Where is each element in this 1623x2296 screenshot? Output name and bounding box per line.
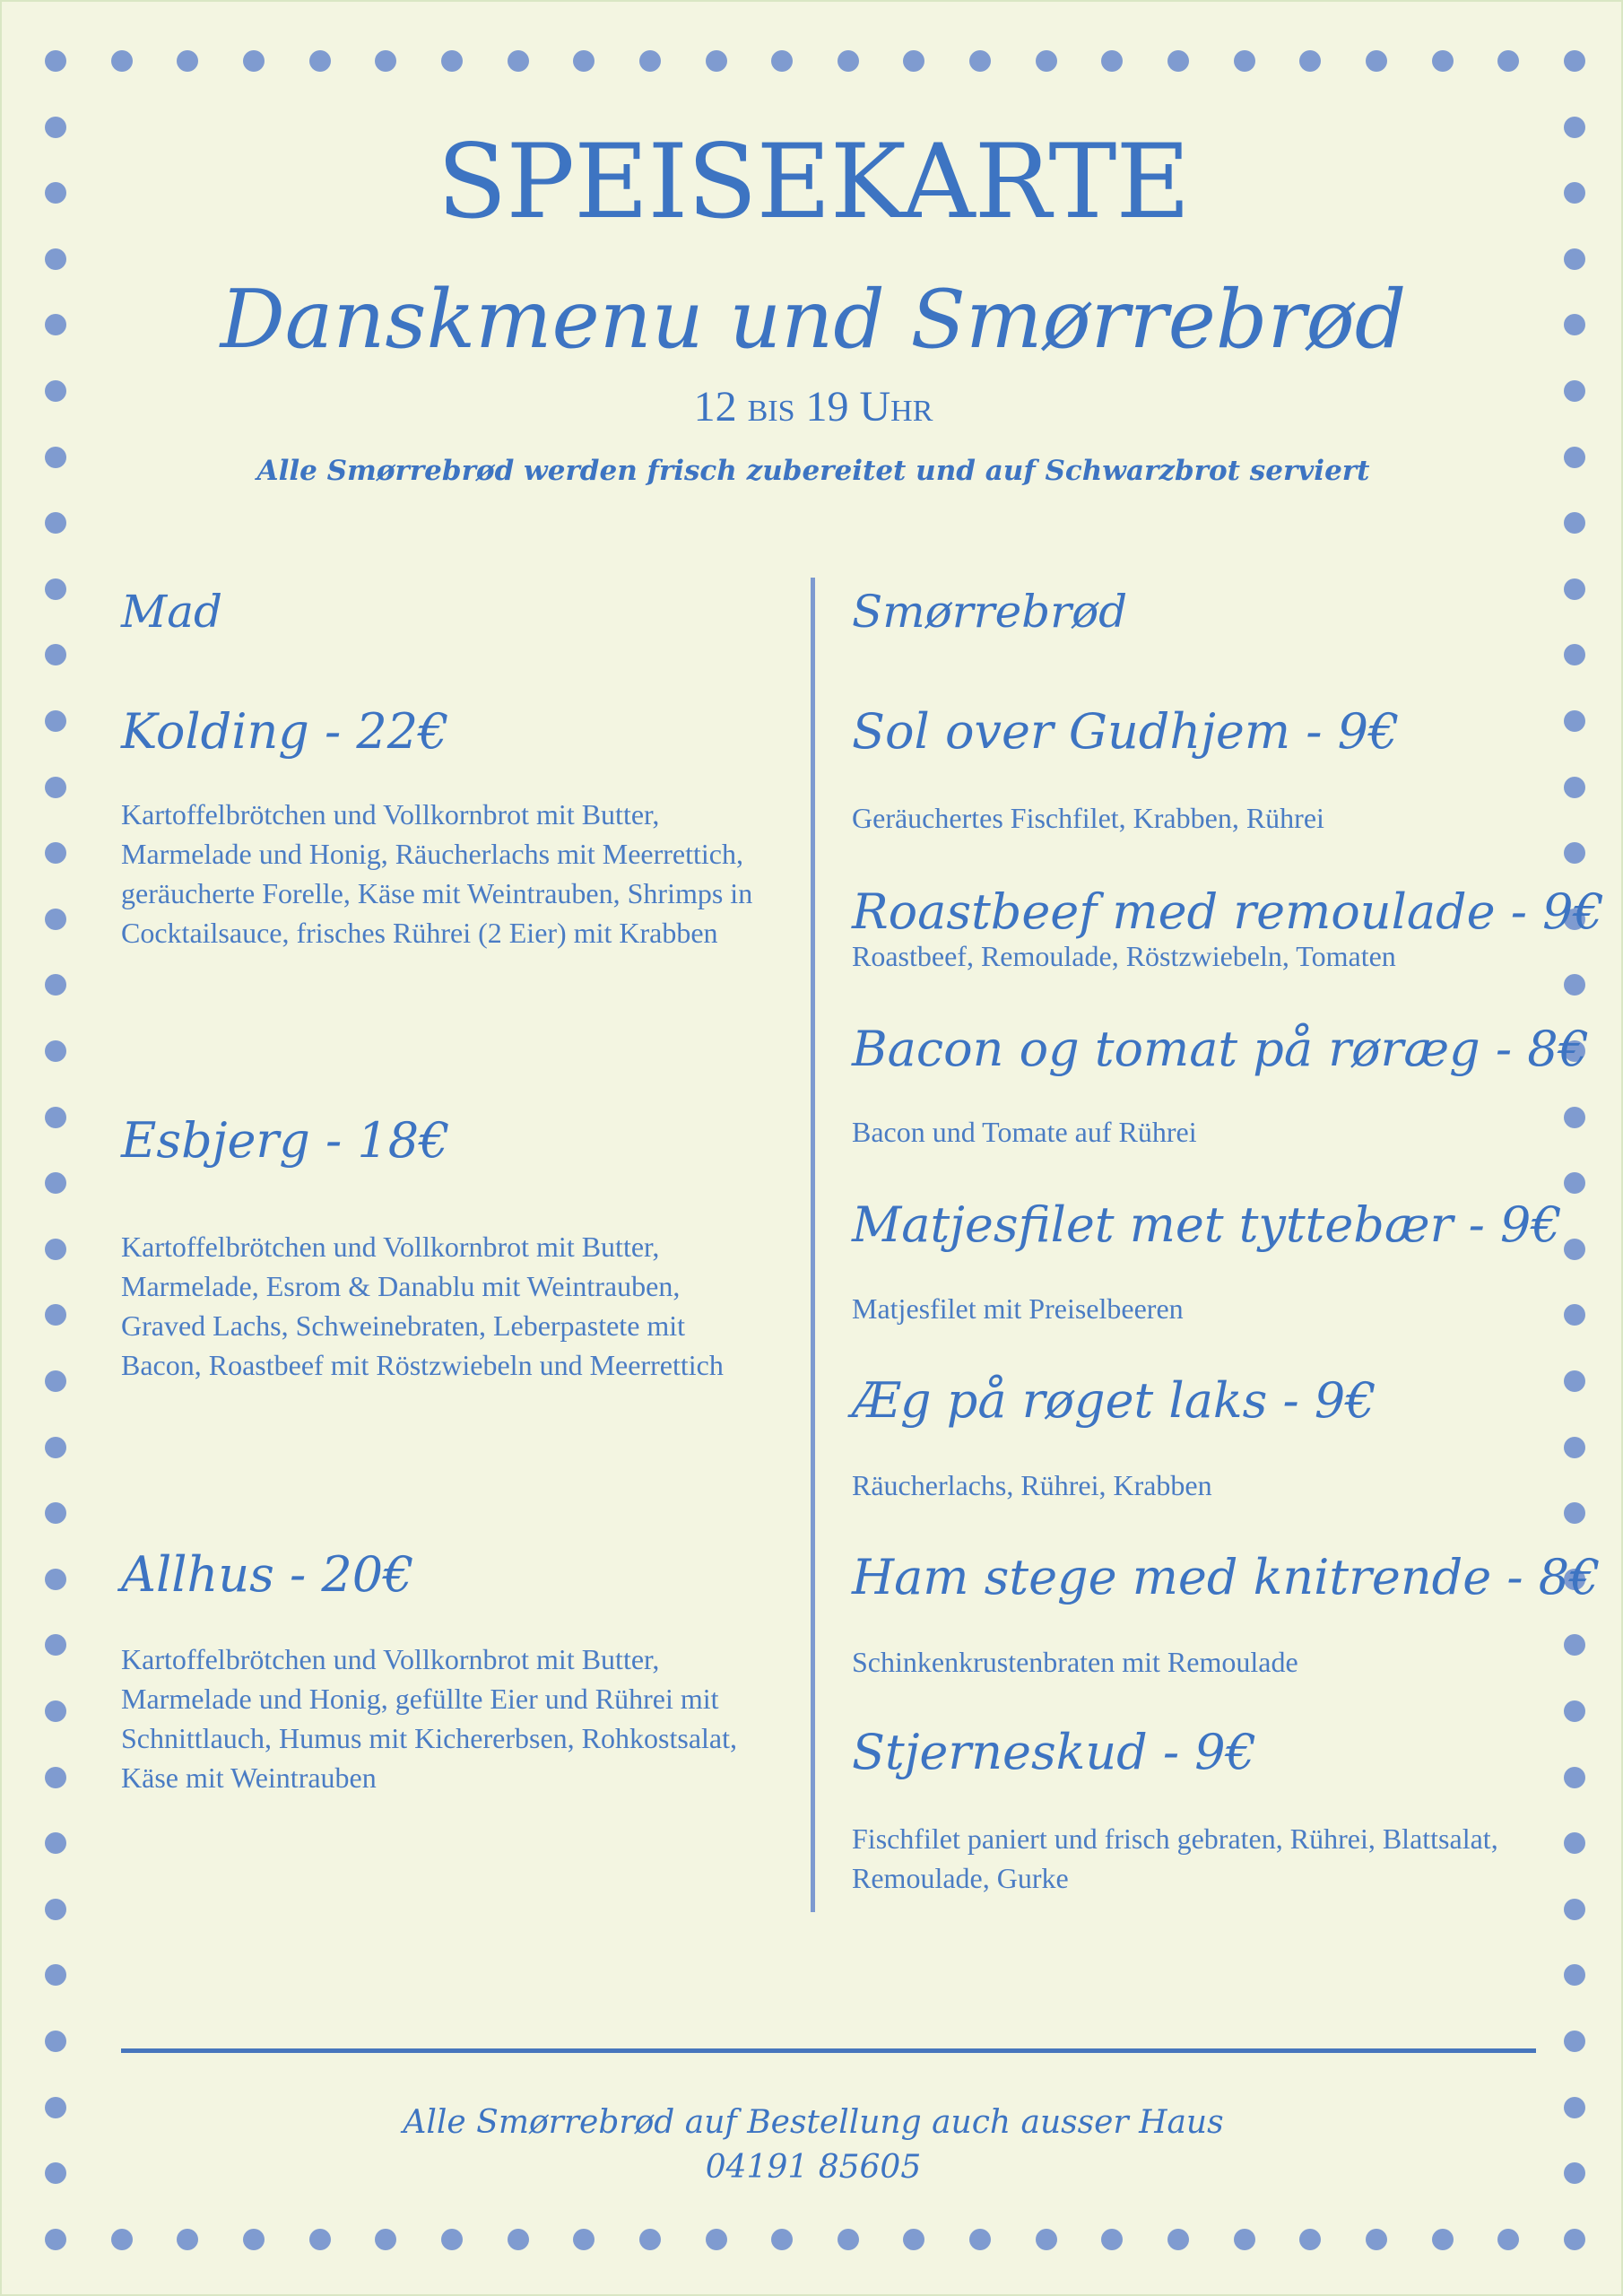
border-dot — [1564, 2031, 1585, 2052]
border-dot — [45, 909, 66, 930]
menu-item-name: Allhus - 20€ — [121, 1546, 414, 1603]
border-dot — [45, 1700, 66, 1722]
menu-item-name: Bacon og tomat på røræg - 8€ — [852, 1021, 1589, 1077]
border-dot — [1564, 974, 1585, 996]
border-dot — [1564, 1700, 1585, 1722]
menu-item-name: Matjesfilet met tyttebær - 9€ — [852, 1196, 1562, 1253]
border-dot — [375, 2229, 396, 2250]
border-dot — [838, 50, 859, 72]
border-dot — [45, 1107, 66, 1128]
border-dot — [45, 1569, 66, 1590]
menu-item-description: Kartoffelbrötchen und Vollkornbrot mit Butter, Marmelade, Esrom & Danablu mit Weintrauben, Graved Lachs, Schweinebraten, Leberpastete mit Bacon, Roastbeef mit Röstzwiebeln und Meerrettich — [121, 1231, 724, 1381]
border-dot — [1564, 644, 1585, 665]
section-title-smorrebrod: Smørrebrød — [852, 586, 1128, 638]
border-dot — [1564, 1832, 1585, 1854]
border-dot — [1497, 50, 1519, 72]
menu-item-name: Kolding - 22€ — [121, 703, 449, 760]
border-dot — [639, 2229, 661, 2250]
border-dot — [45, 2229, 66, 2250]
border-dot — [45, 1832, 66, 1854]
border-dot — [45, 2031, 66, 2052]
menu-note: Alle Smørrebrød werden frisch zubereitet und auf Schwarzbrot serviert — [256, 455, 1370, 487]
border-dot — [45, 1040, 66, 1062]
border-dot — [573, 50, 595, 72]
menu-item-description: Kartoffelbrötchen und Vollkornbrot mit Butter, Marmelade und Honig, Räucherlachs mit Meerrettich, geräucherte Forelle, Käse mit Weintrauben, Shrimps in Cocktailsauce, frisches Rührei (2 Eier) mit Krabben — [121, 798, 753, 949]
border-dot — [243, 2229, 265, 2250]
border-dot — [45, 1304, 66, 1326]
border-dot — [1432, 2229, 1454, 2250]
border-dot — [1564, 248, 1585, 270]
footer-phone: 04191 85605 — [705, 2149, 922, 2186]
menu-item-name: Esbjerg - 18€ — [121, 1112, 450, 1169]
border-dot — [45, 1502, 66, 1524]
border-dot — [1564, 777, 1585, 798]
border-dot — [45, 1899, 66, 1920]
border-dot — [309, 2229, 331, 2250]
border-dot — [45, 1634, 66, 1656]
border-dot — [45, 512, 66, 534]
border-dot — [1234, 50, 1255, 72]
border-dot — [111, 50, 133, 72]
border-dot — [45, 248, 66, 270]
border-dot — [1299, 50, 1321, 72]
border-dot — [639, 50, 661, 72]
border-dot — [177, 50, 198, 72]
border-dot — [1432, 50, 1454, 72]
border-dot — [1564, 1964, 1585, 1986]
section-title-mad: Mad — [121, 586, 223, 638]
border-dot — [45, 777, 66, 798]
menu-item-name: Roastbeef med remoulade - 9€ — [852, 883, 1604, 940]
border-dot — [573, 2229, 595, 2250]
page-title: SPEISEKARTE — [437, 122, 1190, 241]
border-dot — [1234, 2229, 1255, 2250]
border-dot — [1564, 512, 1585, 534]
border-dot — [1564, 1172, 1585, 1194]
border-dot — [1299, 2229, 1321, 2250]
border-dot — [838, 2229, 859, 2250]
border-dot — [1497, 2229, 1519, 2250]
border-dot — [375, 50, 396, 72]
menu-item-description: Matjesfilet mit Preiselbeeren — [852, 1292, 1184, 1325]
border-dot — [969, 50, 991, 72]
column-divider — [811, 578, 815, 1912]
menu-item-description: Bacon und Tomate auf Rührei — [852, 1116, 1197, 1148]
border-dot — [111, 2229, 133, 2250]
border-dot — [1366, 50, 1387, 72]
border-dot — [508, 50, 529, 72]
border-dot — [177, 2229, 198, 2250]
border-dot — [1366, 2229, 1387, 2250]
border-dot — [1036, 50, 1057, 72]
border-dot — [903, 2229, 924, 2250]
menu-item-name: Æg på røget laks - 9€ — [852, 1372, 1376, 1429]
border-dot — [1036, 2229, 1057, 2250]
menu-item-description: Schinkenkrustenbraten mit Remoulade — [852, 1646, 1298, 1678]
border-dot — [1101, 2229, 1123, 2250]
border-dot — [1564, 1899, 1585, 1920]
footer-note: Alle Smørrebrød auf Bestellung auch ausser Haus — [403, 2104, 1224, 2141]
border-dot — [1564, 710, 1585, 732]
border-dot — [45, 1964, 66, 1986]
border-dot — [309, 50, 331, 72]
border-dot — [1101, 50, 1123, 72]
border-dot — [45, 50, 66, 72]
border-dot — [1564, 50, 1585, 72]
border-dot — [243, 50, 265, 72]
border-dot — [771, 50, 793, 72]
border-dot — [1564, 578, 1585, 600]
menu-item-name: Ham stege med knitrende - 8€ — [852, 1549, 1601, 1605]
border-dot — [45, 644, 66, 665]
border-dot — [45, 1767, 66, 1788]
border-dot — [1564, 842, 1585, 864]
border-dot — [441, 50, 463, 72]
menu-item-description: Roastbeef, Remoulade, Röstzwiebeln, Tomaten — [852, 940, 1396, 972]
border-dot — [45, 1172, 66, 1194]
footer-divider — [121, 2048, 1536, 2053]
border-dot — [45, 710, 66, 732]
border-dot — [1564, 2229, 1585, 2250]
border-dot — [1564, 1437, 1585, 1458]
menu-item-description: Räucherlachs, Rührei, Krabben — [852, 1469, 1212, 1501]
menu-subtitle: Danskmenu und Smørrebrød — [220, 273, 1407, 367]
border-dot — [45, 974, 66, 996]
border-dot — [1167, 2229, 1189, 2250]
border-dot — [508, 2229, 529, 2250]
menu-item-description: Geräuchertes Fischfilet, Krabben, Rührei — [852, 802, 1324, 834]
border-dot — [771, 2229, 793, 2250]
border-dot — [1564, 1767, 1585, 1788]
border-dot — [441, 2229, 463, 2250]
menu-item-name: Sol over Gudhjem - 9€ — [852, 703, 1400, 760]
opening-hours: 12 bis 19 Uhr — [693, 383, 933, 430]
border-dot — [45, 1239, 66, 1260]
menu-item-description: Kartoffelbrötchen und Vollkornbrot mit Butter, Marmelade und Honig, gefüllte Eier und Rührei mit Schnittlauch, Humus mit Kichererbsen, Rohkostsalat, Käse mit Weintrauben — [121, 1643, 737, 1794]
border-dot — [1564, 1370, 1585, 1392]
border-dot — [1564, 1502, 1585, 1524]
border-dot — [45, 578, 66, 600]
border-dot — [1564, 1239, 1585, 1260]
border-dot — [706, 50, 727, 72]
menu-item-description: Fischfilet paniert und frisch gebraten, Rührei, Blattsalat, Remoulade, Gurke — [852, 1822, 1498, 1894]
menu-item-name: Stjerneskud - 9€ — [852, 1724, 1257, 1780]
border-dot — [969, 2229, 991, 2250]
border-dot — [45, 842, 66, 864]
border-dot — [45, 1437, 66, 1458]
border-dot — [903, 50, 924, 72]
border-dot — [45, 1370, 66, 1392]
border-dot — [1167, 50, 1189, 72]
border-dot — [706, 2229, 727, 2250]
